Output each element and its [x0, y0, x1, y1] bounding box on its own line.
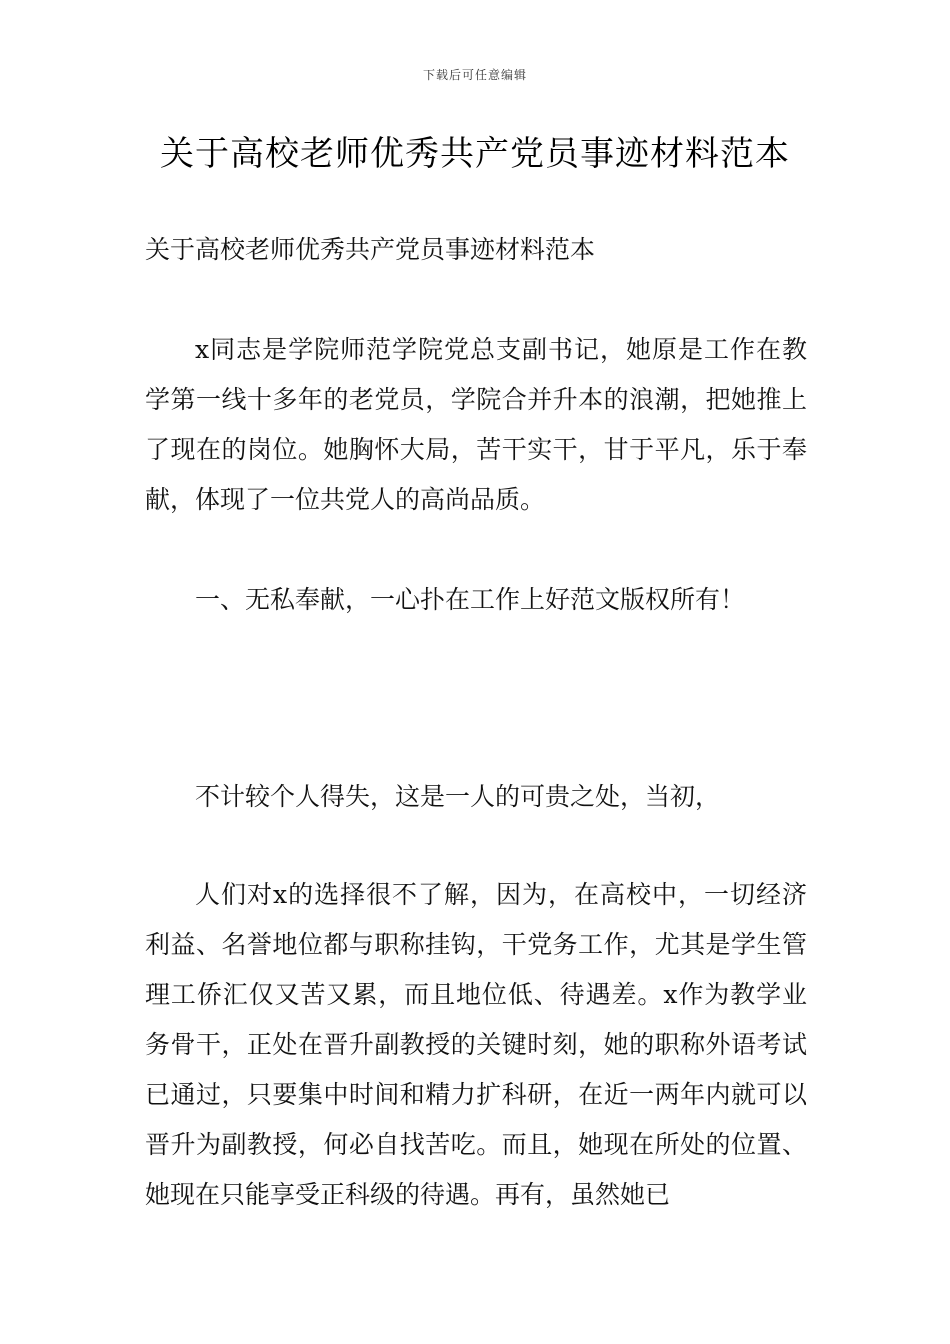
document-title: 关于高校老师优秀共产党员事迹材料范本: [160, 134, 790, 174]
paragraph-intro: x同志是学院师范学院党总支副书记，她原是工作在教学第一线十多年的老党员，学院合并升本的浪潮，把她推上了现在的岗位。她胸怀大局，苦干实干，甘于平凡，乐于奉献，体现了一位共党人的高尚品质。: [145, 335, 807, 514]
paragraph-section-1-a: 不计较个人得失，这是一人的可贵之处，当初，: [195, 782, 721, 811]
header-note: 下载后可任意编辑: [422, 68, 527, 82]
paragraph-section-1-b: 人们对x的选择很不了解，因为，在高校中，一切经济利益、名誉地位都与职称挂钩，干党务工作，尤其是学生管理工侨汇仅又苦又累，而且地位低、待遇差。x作为教学业务骨干，正处在晋升副教授的关键时刻，她的职称外语考试已通过，只要集中时间和精力扩科研，在近一两年内就可以晋升为副教授，何必自找苦吃。而且，她现在所处的位置、她现在只能享受正科级的待遇。再有，虽然她已: [145, 880, 807, 1209]
document-subtitle: 关于高校老师优秀共产党员事迹材料范本: [145, 235, 596, 264]
section-heading-1: 一、无私奉献，一心扑在工作上好范文版权所有！: [195, 585, 746, 614]
